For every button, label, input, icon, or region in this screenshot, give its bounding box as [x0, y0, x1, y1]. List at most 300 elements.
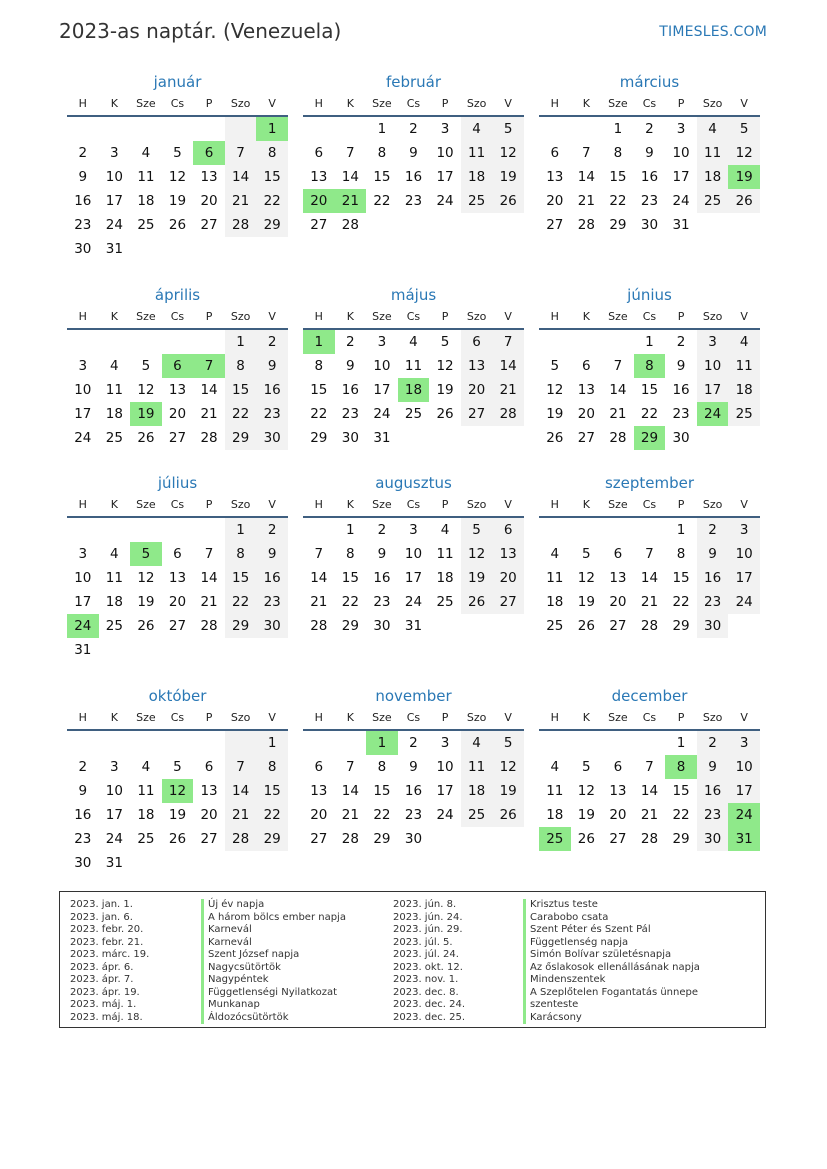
day-cell[interactable]: 25	[539, 827, 571, 851]
day-cell[interactable]: 16	[640, 169, 659, 185]
day-cell[interactable]: 15	[373, 169, 391, 185]
day-cell[interactable]: 8	[613, 145, 623, 161]
day-cell[interactable]: 1	[366, 731, 398, 755]
day-cell[interactable]: 19	[168, 193, 187, 209]
day-cell[interactable]: 13	[461, 354, 493, 378]
day-cell[interactable]: 27	[310, 831, 328, 847]
day-cell[interactable]: 29	[225, 426, 257, 450]
day-cell[interactable]: 12	[492, 755, 524, 779]
day-cell[interactable]: 17	[74, 406, 92, 422]
day-cell[interactable]: 8	[377, 759, 387, 775]
day-cell[interactable]: 8	[256, 141, 288, 165]
day-cell[interactable]: 4	[141, 759, 151, 775]
day-cell[interactable]: 14	[225, 779, 257, 803]
day-cell[interactable]: 18	[436, 570, 454, 586]
day-cell[interactable]: 6	[193, 141, 225, 165]
day-cell[interactable]: 10	[404, 546, 423, 562]
day-cell[interactable]: 30	[74, 855, 92, 871]
day-cell[interactable]: 26	[461, 590, 493, 614]
day-cell[interactable]: 16	[404, 169, 423, 185]
day-cell[interactable]: 29	[310, 430, 328, 446]
day-cell[interactable]: 13	[168, 382, 187, 398]
day-cell[interactable]: 28	[341, 831, 359, 847]
day-cell[interactable]: 30	[256, 614, 288, 638]
day-cell[interactable]: 11	[105, 382, 123, 398]
day-cell[interactable]: 17	[404, 570, 423, 586]
day-cell[interactable]: 16	[373, 570, 391, 586]
day-cell[interactable]: 21	[225, 803, 257, 827]
day-cell[interactable]: 28	[225, 213, 257, 237]
day-cell[interactable]: 2	[676, 334, 686, 350]
day-cell[interactable]: 19	[461, 566, 493, 590]
day-cell[interactable]: 9	[377, 546, 387, 562]
day-cell[interactable]: 6	[173, 546, 182, 562]
day-cell[interactable]: 20	[609, 807, 627, 823]
day-cell[interactable]: 7	[645, 546, 654, 562]
day-cell[interactable]: 4	[440, 522, 450, 538]
day-cell[interactable]: 11	[461, 141, 493, 165]
day-cell[interactable]: 12	[461, 542, 493, 566]
day-cell[interactable]: 7	[193, 354, 225, 378]
day-cell[interactable]: 20	[461, 378, 493, 402]
day-cell[interactable]: 27	[609, 618, 627, 634]
day-cell[interactable]: 31	[105, 241, 123, 257]
day-cell[interactable]: 9	[78, 169, 88, 185]
day-cell[interactable]: 27	[200, 217, 218, 233]
day-cell[interactable]: 21	[640, 594, 659, 610]
day-cell[interactable]: 5	[173, 759, 182, 775]
day-cell[interactable]: 9	[256, 354, 288, 378]
day-cell[interactable]: 3	[377, 334, 387, 350]
day-cell[interactable]: 24	[105, 217, 123, 233]
day-cell[interactable]: 3	[409, 522, 418, 538]
day-cell[interactable]: 12	[546, 382, 564, 398]
day-cell[interactable]: 20	[609, 594, 627, 610]
day-cell[interactable]: 25	[436, 594, 454, 610]
day-cell[interactable]: 6	[582, 358, 591, 374]
day-cell[interactable]: 28	[640, 831, 659, 847]
day-cell[interactable]: 6	[461, 330, 493, 354]
day-cell[interactable]: 27	[546, 217, 564, 233]
day-cell[interactable]: 25	[546, 618, 564, 634]
day-cell[interactable]: 23	[373, 594, 391, 610]
day-cell[interactable]: 19	[130, 402, 162, 426]
day-cell[interactable]: 10	[672, 145, 690, 161]
day-cell[interactable]: 29	[256, 213, 288, 237]
day-cell[interactable]: 13	[168, 570, 187, 586]
day-cell[interactable]: 16	[74, 193, 92, 209]
day-cell[interactable]: 15	[640, 382, 659, 398]
day-cell[interactable]: 6	[613, 546, 623, 562]
day-cell[interactable]: 17	[373, 382, 391, 398]
day-cell[interactable]: 27	[461, 402, 493, 426]
day-cell[interactable]: 7	[492, 330, 524, 354]
day-cell[interactable]: 3	[78, 358, 88, 374]
day-cell[interactable]: 28	[200, 430, 218, 446]
day-cell[interactable]: 19	[577, 807, 595, 823]
day-cell[interactable]: 26	[546, 430, 564, 446]
day-cell[interactable]: 28	[492, 402, 524, 426]
day-cell[interactable]: 22	[256, 189, 288, 213]
day-cell[interactable]: 17	[697, 378, 729, 402]
day-cell[interactable]: 24	[67, 614, 99, 638]
day-cell[interactable]: 28	[577, 217, 595, 233]
day-cell[interactable]: 26	[492, 803, 524, 827]
day-cell[interactable]: 8	[665, 755, 697, 779]
day-cell[interactable]: 17	[672, 169, 690, 185]
day-cell[interactable]: 4	[141, 145, 151, 161]
day-cell[interactable]: 12	[137, 570, 155, 586]
day-cell[interactable]: 26	[728, 189, 760, 213]
day-cell[interactable]: 19	[436, 382, 454, 398]
day-cell[interactable]: 25	[404, 406, 423, 422]
day-cell[interactable]: 15	[609, 169, 627, 185]
day-cell[interactable]: 13	[200, 169, 218, 185]
day-cell[interactable]: 30	[74, 241, 92, 257]
day-cell[interactable]: 30	[404, 831, 423, 847]
day-cell[interactable]: 23	[74, 217, 92, 233]
day-cell[interactable]: 9	[645, 145, 654, 161]
day-cell[interactable]: 19	[546, 406, 564, 422]
day-cell[interactable]: 12	[577, 783, 595, 799]
day-cell[interactable]: 12	[728, 141, 760, 165]
day-cell[interactable]: 4	[550, 546, 560, 562]
day-cell[interactable]: 20	[546, 193, 564, 209]
day-cell[interactable]: 15	[373, 783, 391, 799]
day-cell[interactable]: 11	[137, 169, 155, 185]
day-cell[interactable]: 26	[492, 189, 524, 213]
day-cell[interactable]: 25	[137, 831, 155, 847]
day-cell[interactable]: 31	[74, 642, 92, 658]
day-cell[interactable]: 18	[546, 807, 564, 823]
day-cell[interactable]: 10	[105, 169, 123, 185]
day-cell[interactable]: 8	[676, 546, 686, 562]
day-cell[interactable]: 11	[546, 783, 564, 799]
day-cell[interactable]: 14	[577, 169, 595, 185]
day-cell[interactable]: 3	[728, 731, 760, 755]
day-cell[interactable]: 15	[225, 566, 257, 590]
day-cell[interactable]: 10	[436, 759, 454, 775]
day-cell[interactable]: 7	[346, 759, 355, 775]
day-cell[interactable]: 27	[492, 590, 524, 614]
day-cell[interactable]: 24	[672, 193, 690, 209]
day-cell[interactable]: 4	[728, 330, 760, 354]
day-cell[interactable]: 7	[225, 755, 257, 779]
day-cell[interactable]: 21	[225, 189, 257, 213]
day-cell[interactable]: 22	[672, 807, 690, 823]
day-cell[interactable]: 23	[697, 590, 729, 614]
day-cell[interactable]: 20	[310, 807, 328, 823]
day-cell[interactable]: 16	[74, 807, 92, 823]
day-cell[interactable]: 14	[341, 783, 359, 799]
day-cell[interactable]: 2	[645, 121, 654, 137]
day-cell[interactable]: 28	[225, 827, 257, 851]
day-cell[interactable]: 29	[373, 831, 391, 847]
day-cell[interactable]: 25	[461, 803, 493, 827]
day-cell[interactable]: 31	[728, 827, 760, 851]
day-cell[interactable]: 20	[168, 406, 187, 422]
day-cell[interactable]: 1	[256, 117, 288, 141]
day-cell[interactable]: 6	[550, 145, 560, 161]
day-cell[interactable]: 14	[640, 783, 659, 799]
day-cell[interactable]: 28	[609, 430, 627, 446]
day-cell[interactable]: 17	[728, 779, 760, 803]
day-cell[interactable]: 19	[577, 594, 595, 610]
day-cell[interactable]: 12	[436, 358, 454, 374]
day-cell[interactable]: 5	[440, 334, 450, 350]
day-cell[interactable]: 26	[577, 831, 595, 847]
day-cell[interactable]: 30	[672, 430, 690, 446]
day-cell[interactable]: 9	[409, 145, 418, 161]
day-cell[interactable]: 11	[461, 755, 493, 779]
day-cell[interactable]: 23	[640, 193, 659, 209]
day-cell[interactable]: 29	[225, 614, 257, 638]
day-cell[interactable]: 16	[672, 382, 690, 398]
day-cell[interactable]: 12	[168, 169, 187, 185]
day-cell[interactable]: 15	[672, 570, 690, 586]
day-cell[interactable]: 2	[78, 759, 88, 775]
day-cell[interactable]: 29	[609, 217, 627, 233]
day-cell[interactable]: 24	[728, 590, 760, 614]
day-cell[interactable]: 16	[697, 779, 729, 803]
day-cell[interactable]: 24	[436, 193, 454, 209]
day-cell[interactable]: 27	[168, 618, 187, 634]
day-cell[interactable]: 20	[492, 566, 524, 590]
day-cell[interactable]: 2	[697, 518, 729, 542]
day-cell[interactable]: 15	[225, 378, 257, 402]
day-cell[interactable]: 3	[110, 759, 119, 775]
day-cell[interactable]: 20	[577, 406, 595, 422]
day-cell[interactable]: 25	[105, 430, 123, 446]
day-cell[interactable]: 6	[314, 145, 324, 161]
day-cell[interactable]: 13	[200, 783, 218, 799]
day-cell[interactable]: 17	[105, 193, 123, 209]
day-cell[interactable]: 10	[436, 145, 454, 161]
day-cell[interactable]: 12	[577, 570, 595, 586]
day-cell[interactable]: 3	[676, 121, 686, 137]
day-cell[interactable]: 30	[697, 614, 729, 638]
day-cell[interactable]: 27	[577, 430, 595, 446]
day-cell[interactable]: 26	[168, 831, 187, 847]
day-cell[interactable]: 9	[78, 783, 88, 799]
day-cell[interactable]: 8	[346, 546, 355, 562]
day-cell[interactable]: 19	[137, 594, 155, 610]
day-cell[interactable]: 7	[613, 358, 623, 374]
day-cell[interactable]: 22	[225, 590, 257, 614]
day-cell[interactable]: 25	[137, 217, 155, 233]
day-cell[interactable]: 6	[492, 518, 524, 542]
day-cell[interactable]: 1	[256, 731, 288, 755]
day-cell[interactable]: 31	[105, 855, 123, 871]
day-cell[interactable]: 17	[105, 807, 123, 823]
day-cell[interactable]: 24	[105, 831, 123, 847]
day-cell[interactable]: 24	[74, 430, 92, 446]
day-cell[interactable]: 22	[640, 406, 659, 422]
day-cell[interactable]: 22	[341, 594, 359, 610]
day-cell[interactable]: 18	[546, 594, 564, 610]
day-cell[interactable]: 25	[105, 618, 123, 634]
day-cell[interactable]: 22	[310, 406, 328, 422]
day-cell[interactable]: 2	[409, 735, 418, 751]
day-cell[interactable]: 11	[546, 570, 564, 586]
day-cell[interactable]: 2	[697, 731, 729, 755]
day-cell[interactable]: 6	[613, 759, 623, 775]
day-cell[interactable]: 10	[74, 382, 92, 398]
day-cell[interactable]: 1	[303, 330, 335, 354]
day-cell[interactable]: 3	[697, 330, 729, 354]
day-cell[interactable]: 29	[634, 426, 666, 450]
day-cell[interactable]: 6	[314, 759, 324, 775]
day-cell[interactable]: 2	[377, 522, 387, 538]
day-cell[interactable]: 25	[728, 402, 760, 426]
day-cell[interactable]: 21	[640, 807, 659, 823]
day-cell[interactable]: 15	[256, 779, 288, 803]
day-cell[interactable]: 16	[256, 566, 288, 590]
day-cell[interactable]: 24	[404, 594, 423, 610]
day-cell[interactable]: 26	[577, 618, 595, 634]
day-cell[interactable]: 6	[204, 759, 214, 775]
day-cell[interactable]: 11	[436, 546, 454, 562]
day-cell[interactable]: 9	[697, 542, 729, 566]
day-cell[interactable]: 17	[74, 594, 92, 610]
day-cell[interactable]: 16	[341, 382, 359, 398]
day-cell[interactable]: 30	[341, 430, 359, 446]
day-cell[interactable]: 7	[645, 759, 654, 775]
day-cell[interactable]: 8	[634, 354, 666, 378]
day-cell[interactable]: 26	[168, 217, 187, 233]
day-cell[interactable]: 21	[341, 807, 359, 823]
day-cell[interactable]: 5	[492, 731, 524, 755]
day-cell[interactable]: 11	[728, 354, 760, 378]
day-cell[interactable]: 13	[609, 783, 627, 799]
day-cell[interactable]: 7	[346, 145, 355, 161]
day-cell[interactable]: 21	[335, 189, 367, 213]
day-cell[interactable]: 13	[546, 169, 564, 185]
day-cell[interactable]: 1	[645, 334, 654, 350]
day-cell[interactable]: 3	[78, 546, 88, 562]
day-cell[interactable]: 7	[582, 145, 591, 161]
day-cell[interactable]: 22	[225, 402, 257, 426]
day-cell[interactable]: 13	[609, 570, 627, 586]
day-cell[interactable]: 5	[461, 518, 493, 542]
day-cell[interactable]: 5	[492, 117, 524, 141]
day-cell[interactable]: 3	[110, 145, 119, 161]
day-cell[interactable]: 3	[728, 518, 760, 542]
day-cell[interactable]: 16	[404, 783, 423, 799]
day-cell[interactable]: 14	[200, 570, 218, 586]
day-cell[interactable]: 5	[582, 759, 591, 775]
day-cell[interactable]: 12	[162, 779, 194, 803]
day-cell[interactable]: 8	[314, 358, 324, 374]
day-cell[interactable]: 4	[461, 731, 493, 755]
day-cell[interactable]: 21	[200, 594, 218, 610]
day-cell[interactable]: 15	[256, 165, 288, 189]
day-cell[interactable]: 2	[409, 121, 418, 137]
day-cell[interactable]: 29	[341, 618, 359, 634]
day-cell[interactable]: 22	[373, 807, 391, 823]
day-cell[interactable]: 23	[404, 193, 423, 209]
day-cell[interactable]: 26	[137, 618, 155, 634]
day-cell[interactable]: 30	[256, 426, 288, 450]
day-cell[interactable]: 1	[613, 121, 623, 137]
day-cell[interactable]: 19	[492, 779, 524, 803]
day-cell[interactable]: 5	[550, 358, 560, 374]
day-cell[interactable]: 4	[409, 334, 418, 350]
day-cell[interactable]: 23	[404, 807, 423, 823]
day-cell[interactable]: 9	[346, 358, 355, 374]
day-cell[interactable]: 10	[728, 755, 760, 779]
day-cell[interactable]: 29	[256, 827, 288, 851]
day-cell[interactable]: 1	[346, 522, 355, 538]
day-cell[interactable]: 27	[609, 831, 627, 847]
day-cell[interactable]: 23	[672, 406, 690, 422]
day-cell[interactable]: 27	[200, 831, 218, 847]
day-cell[interactable]: 20	[303, 189, 335, 213]
day-cell[interactable]: 14	[310, 570, 328, 586]
day-cell[interactable]: 4	[461, 117, 493, 141]
day-cell[interactable]: 10	[74, 570, 92, 586]
day-cell[interactable]: 20	[200, 807, 218, 823]
day-cell[interactable]: 8	[377, 145, 387, 161]
day-cell[interactable]: 18	[697, 165, 729, 189]
day-cell[interactable]: 20	[168, 594, 187, 610]
day-cell[interactable]: 11	[137, 783, 155, 799]
day-cell[interactable]: 11	[105, 570, 123, 586]
day-cell[interactable]: 11	[404, 358, 423, 374]
day-cell[interactable]: 18	[105, 406, 123, 422]
day-cell[interactable]: 8	[256, 755, 288, 779]
day-cell[interactable]: 14	[200, 382, 218, 398]
day-cell[interactable]: 24	[697, 402, 729, 426]
day-cell[interactable]: 22	[373, 193, 391, 209]
day-cell[interactable]: 21	[609, 406, 627, 422]
day-cell[interactable]: 15	[310, 382, 328, 398]
day-cell[interactable]: 24	[436, 807, 454, 823]
day-cell[interactable]: 28	[310, 618, 328, 634]
day-cell[interactable]: 11	[697, 141, 729, 165]
day-cell[interactable]: 18	[461, 779, 493, 803]
day-cell[interactable]: 19	[168, 807, 187, 823]
day-cell[interactable]: 17	[436, 169, 454, 185]
day-cell[interactable]: 13	[310, 783, 328, 799]
day-cell[interactable]: 19	[728, 165, 760, 189]
day-cell[interactable]: 27	[310, 217, 328, 233]
day-cell[interactable]: 1	[676, 522, 686, 538]
day-cell[interactable]: 23	[256, 402, 288, 426]
day-cell[interactable]: 18	[105, 594, 123, 610]
day-cell[interactable]: 2	[256, 330, 288, 354]
day-cell[interactable]: 7	[314, 546, 324, 562]
day-cell[interactable]: 10	[728, 542, 760, 566]
day-cell[interactable]: 30	[640, 217, 659, 233]
day-cell[interactable]: 17	[728, 566, 760, 590]
day-cell[interactable]: 21	[200, 406, 218, 422]
day-cell[interactable]: 4	[110, 546, 119, 562]
day-cell[interactable]: 21	[577, 193, 595, 209]
day-cell[interactable]: 10	[105, 783, 123, 799]
day-cell[interactable]: 15	[341, 570, 359, 586]
day-cell[interactable]: 15	[672, 783, 690, 799]
day-cell[interactable]: 5	[582, 546, 591, 562]
day-cell[interactable]: 9	[256, 542, 288, 566]
day-cell[interactable]: 29	[672, 831, 690, 847]
day-cell[interactable]: 16	[256, 378, 288, 402]
day-cell[interactable]: 5	[141, 358, 151, 374]
day-cell[interactable]: 8	[225, 542, 257, 566]
day-cell[interactable]: 21	[310, 594, 328, 610]
day-cell[interactable]: 14	[609, 382, 627, 398]
day-cell[interactable]: 29	[672, 618, 690, 634]
